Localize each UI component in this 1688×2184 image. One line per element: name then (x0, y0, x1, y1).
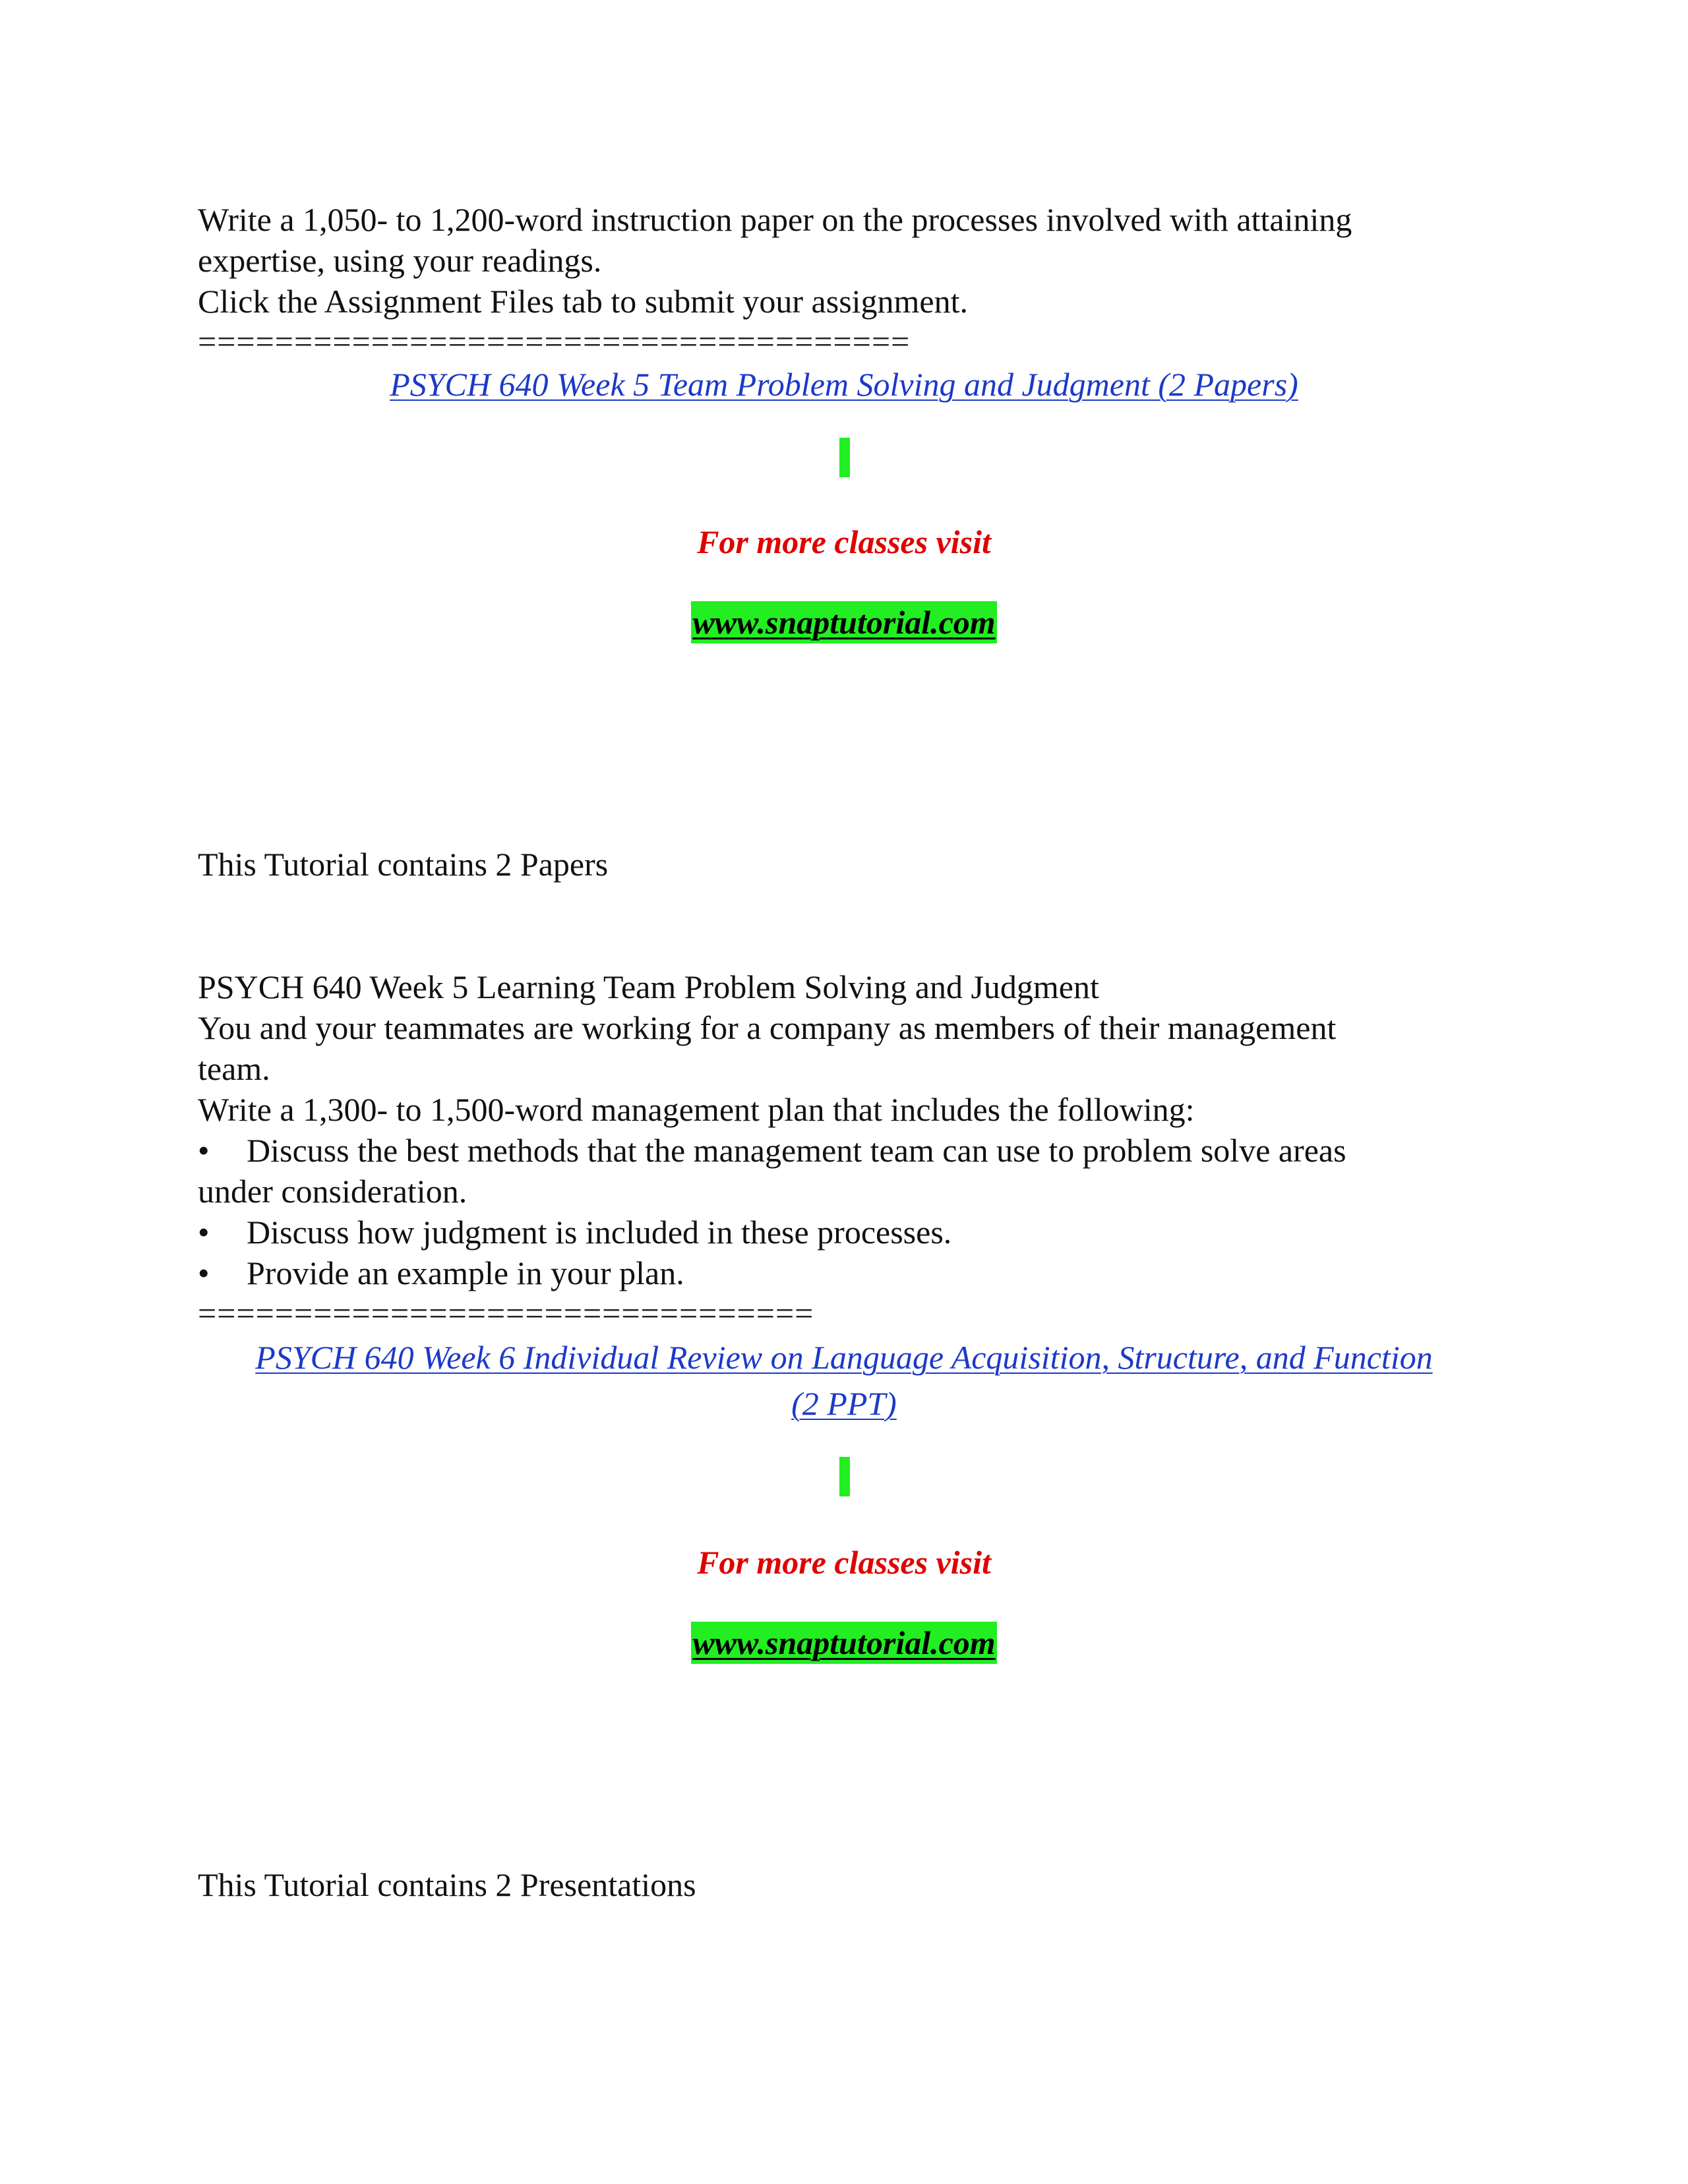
course-link-week6-line1[interactable]: PSYCH 640 Week 6 Individual Review on Language Acquisition, Structure, and Function (255, 1339, 1433, 1376)
section-heading-week5: PSYCH 640 Week 5 Learning Team Problem Solving and Judgment (198, 968, 1099, 1005)
site-link-2[interactable]: www.snaptutorial.com (691, 1622, 996, 1664)
promo-text-1: For more classes visit (697, 523, 991, 560)
tutorial-contains-papers: This Tutorial contains 2 Papers (198, 846, 609, 883)
body-line-2: team. (198, 1050, 270, 1087)
course-link-week6-line2[interactable]: (2 PPT) (791, 1385, 897, 1422)
site-link-wrapper-2 (0, 1622, 1688, 1664)
intro-line-2: expertise, using your readings. (198, 242, 602, 279)
green-marker-2 (839, 1457, 850, 1496)
body-line-1: You and your teammates are working for a company as members of their management (198, 1009, 1337, 1046)
bullet-item-1 (198, 1130, 1346, 1171)
bullet-text-1: Discuss the best methods that the management team can use to problem solve areas (247, 1132, 1346, 1169)
body-line-3: Write a 1,300- to 1,500-word management plan that includes the following: (198, 1091, 1195, 1128)
bullet-item-3 (198, 1253, 684, 1293)
bullet-marker: • (198, 1132, 210, 1169)
bullet-item-2 (198, 1212, 951, 1253)
bullet-text-2: Discuss how judgment is included in these processes. (247, 1214, 952, 1251)
site-link-1[interactable]: www.snaptutorial.com (691, 601, 996, 643)
separator-line-2: ================================ (198, 1295, 814, 1332)
green-marker-1 (839, 438, 850, 477)
separator-line-1: ===================================== (198, 323, 911, 360)
promo-text-2: For more classes visit (697, 1544, 991, 1581)
course-link-week5[interactable]: PSYCH 640 Week 5 Team Problem Solving and Judgment (2 Papers) (390, 366, 1298, 403)
bullet-text-3: Provide an example in your plan. (247, 1254, 684, 1291)
tutorial-contains-presentations: This Tutorial contains 2 Presentations (198, 1866, 696, 1903)
site-link-wrapper-1 (0, 601, 1688, 643)
intro-line-3: Click the Assignment Files tab to submit your assignment. (198, 283, 969, 320)
intro-line-1: Write a 1,050- to 1,200-word instruction paper on the processes involved with attaining (198, 201, 1352, 238)
bullet-marker: • (198, 1214, 210, 1251)
bullet-marker: • (198, 1254, 210, 1291)
bullet-item-1-continued: under consideration. (198, 1173, 467, 1210)
